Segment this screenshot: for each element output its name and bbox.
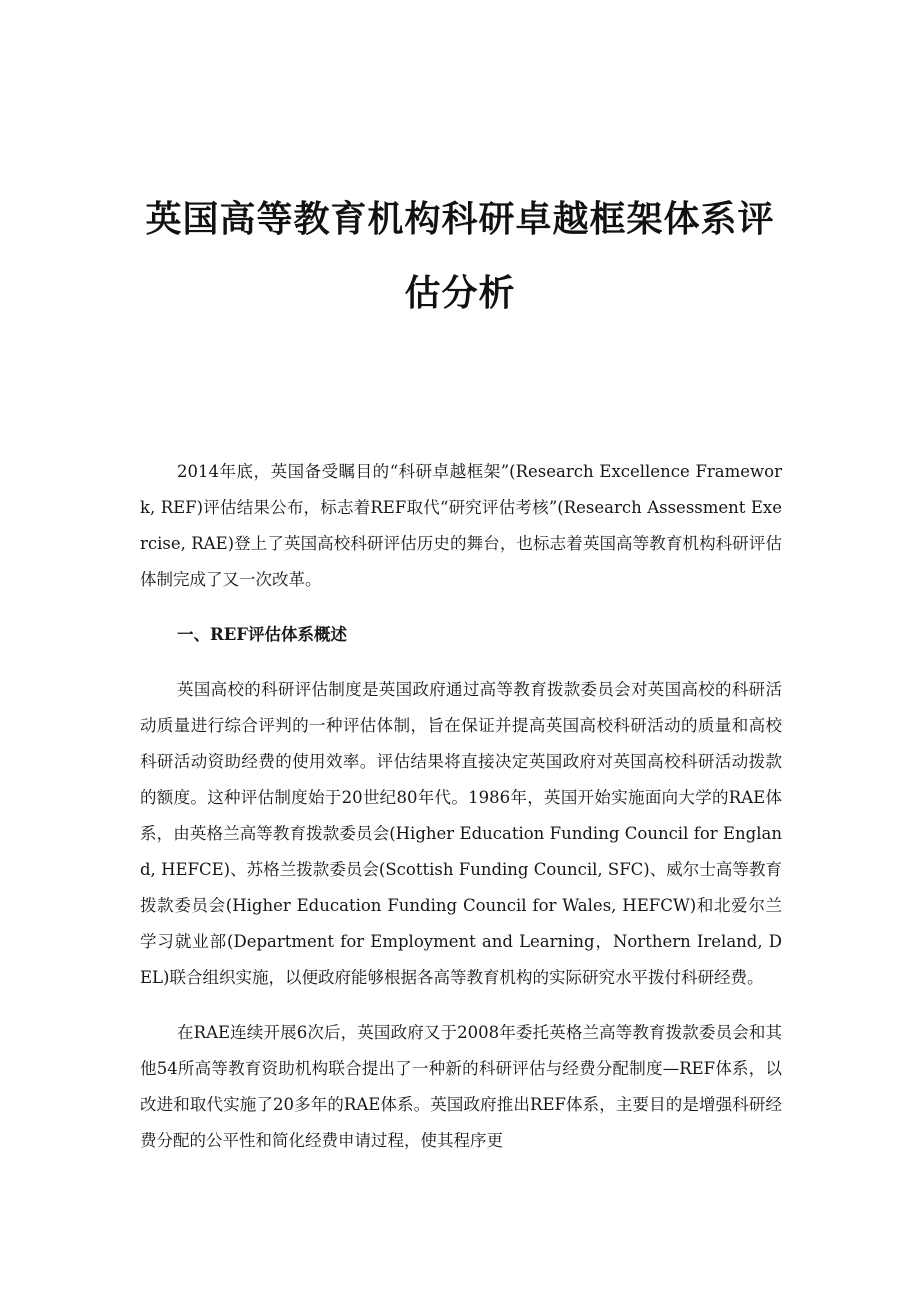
paragraph-intro: 2014年底，英国备受瞩目的“科研卓越框架”(Research Excellence Framework, REF)评估结果公布，标志着REF取代“研究评估考核”(Research Assessment Exercise, RAE)登上了英国高校科研评估历史的舞台，也标志着英国高等教育机构科研评估体制完成了又一次改革。 [140,462,782,589]
title-line-2: 估分析 [404,272,516,314]
document-body [140,454,782,1178]
paragraph-ref-introduction: 在RAE连续开展6次后，英国政府又于2008年委托英格兰高等教育拨款委员会和其他54所高等教育资助机构联合提出了一种新的科研评估与经费分配制度—REF体系，以改进和取代实施了20多年的RAE体系。英国政府推出REF体系，主要目的是增强科研经费分配的公平性和简化经费申请过程，使其程序更 [140,1023,782,1150]
title-line-1: 英国高等教育机构科研卓越框架体系评 [145,198,775,240]
section-heading: 一、REF评估体系概述 [177,625,348,644]
document-title [120,182,800,330]
paragraph-overview: 英国高校的科研评估制度是英国政府通过高等教育拨款委员会对英国高校的科研活动质量进行综合评判的一种评估体制，旨在保证并提高英国高校科研活动的质量和高校科研活动资助经费的使用效率。评估结果将直接决定英国政府对英国高校科研活动拨款的额度。这种评估制度始于20世纪80年代。1986年，英国开始实施面向大学的RAE体系，由英格兰高等教育拨款委员会(Higher Education Funding Council for England, HEFCE)、苏格兰拨款委员会(Scottish Funding Council, SFC)、威尔士高等教育拨款委员会(Higher Education Funding Council for Wales, HEFCW)和北爱尔兰学习就业部(Department for Employment and Learning，Northern Ireland, DEL)联合组织实施，以便政府能够根据各高等教育机构的实际研究水平拨付科研经费。 [140,680,782,987]
